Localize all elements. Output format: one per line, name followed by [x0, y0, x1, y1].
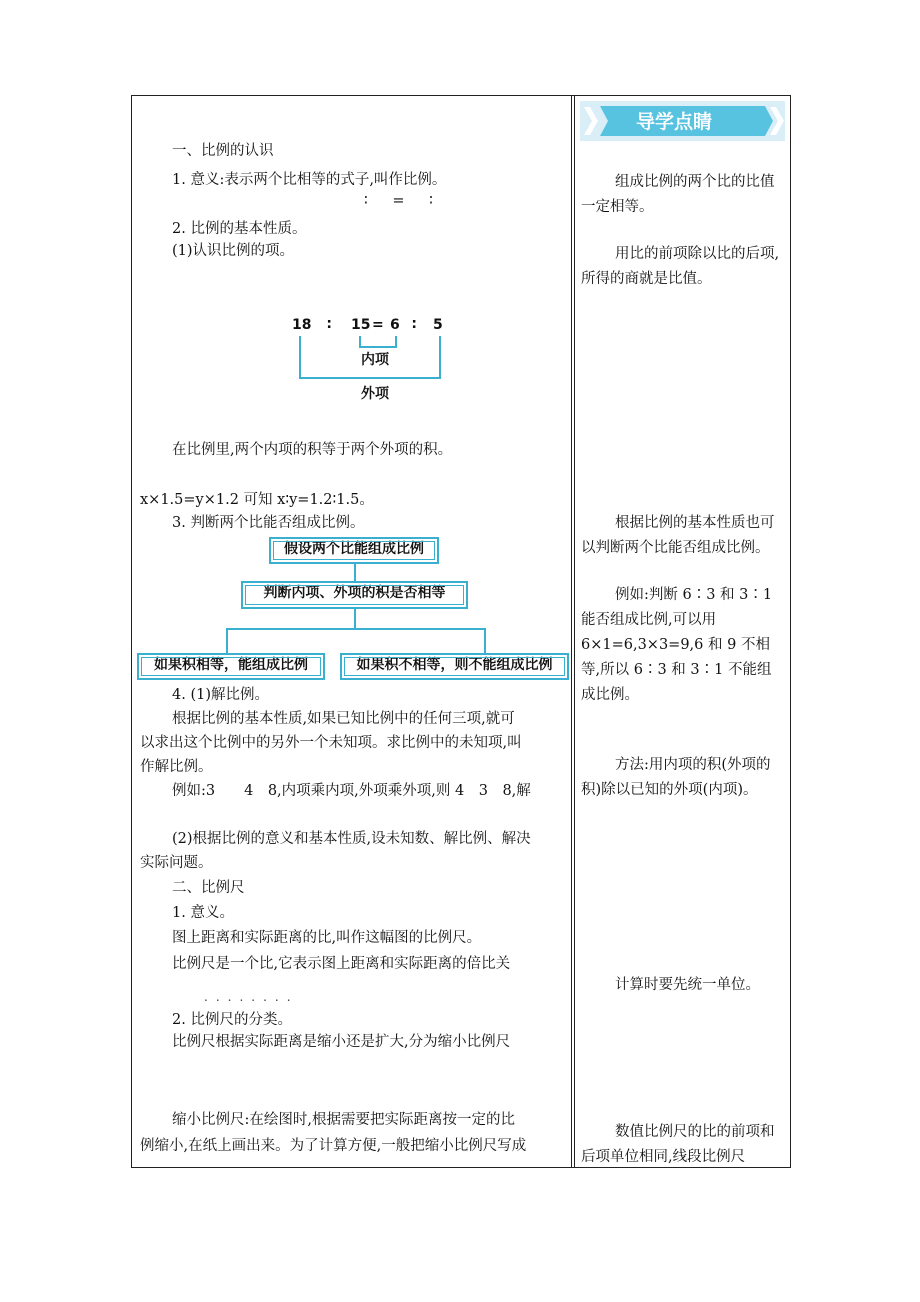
flow-box-left: 如果积相等，能组成比例 — [137, 653, 325, 680]
paragraph-solve-desc-3: 作解比例。 — [140, 759, 213, 775]
note-method: 方法:用内项的积(外项的积)除以已知的外项(内项)。 — [581, 757, 771, 798]
inner-label: 内项 — [361, 352, 389, 368]
term-b: 15 — [351, 317, 371, 333]
flow-connector-h — [226, 628, 486, 630]
paragraph-scale-def: 图上距离和实际距离的比,叫作这幅图的比例尺。 — [172, 930, 482, 946]
paragraph-scale-meaning: 1. 意义。 — [172, 905, 234, 921]
flow-connector-2 — [354, 609, 356, 629]
flow-box-right: 如果积不相等，则不能组成比例 — [340, 653, 569, 680]
outer-bracket-bottom — [299, 377, 441, 379]
banner-title: 导学点睛 — [636, 111, 713, 133]
flow-connector-left — [226, 628, 228, 654]
paragraph-apply-2: 实际问题。 — [140, 855, 213, 871]
term-eq: = — [372, 317, 384, 333]
inner-bracket-right — [395, 336, 397, 348]
paragraph-judge: 3. 判断两个比能否组成比例。 — [172, 515, 365, 531]
section-heading-1: 一、比例的认识 — [172, 143, 274, 159]
note-judge-example: 例如:判断 6∶3 和 3∶1 能否组成比例,可以用 6×1=6,3×3=9,6 和 9 不相等,所以 6∶3 和 3∶1 不能组成比例。 — [581, 587, 773, 703]
paragraph-definition: 1. 意义:表示两个比相等的式子,叫作比例。 — [172, 172, 447, 188]
paragraph-reduce-scale-1: 缩小比例尺:在绘图时,根据需要把实际距离按一定的比 — [172, 1112, 515, 1128]
flow-connector-right — [484, 628, 486, 654]
note-scale-units: 数值比例尺的比的前项和后项单位相同,线段比例尺 — [581, 1124, 775, 1165]
paragraph-solve-desc-1: 根据比例的基本性质,如果已知比例中的任何三项,就可 — [172, 711, 515, 727]
outer-bracket-left — [299, 336, 301, 379]
paragraph-scale-ratio: 比例尺是一个比,它表示图上距离和实际距离的倍比关 — [172, 956, 511, 972]
paragraph-solve-desc-2: 以求出这个比例中的另外一个未知项。求比例中的未知项,叫 — [140, 735, 522, 751]
proportion-symbols: ∶ = ∶ — [364, 193, 443, 209]
flow-box-mid: 判断内项、外项的积是否相等 — [241, 581, 468, 609]
paragraph-reduce-scale-2: 例缩小,在纸上画出来。为了计算方便,一般把缩小比例尺写成 — [140, 1138, 527, 1154]
paragraph-scale-types-desc: 比例尺根据实际距离是缩小还是扩大,分为缩小比例尺 — [172, 1034, 511, 1050]
paragraph-apply-1: (2)根据比例的意义和基本性质,设未知数、解比例、解决 — [172, 831, 531, 847]
column-divider — [571, 95, 575, 1168]
note-units: 计算时要先统一单位。 — [615, 977, 760, 993]
paragraph-solve: 4. (1)解比例。 — [172, 687, 269, 703]
flow-connector-1 — [354, 564, 356, 582]
paragraph-product-rule: 在比例里,两个内项的积等于两个外项的积。 — [172, 442, 453, 458]
paragraph-example-xy: x×1.5=y×1.2 可知 x∶y=1.2∶1.5。 — [140, 492, 374, 508]
paragraph-property: 2. 比例的基本性质。 — [172, 221, 307, 237]
term-d: 5 — [433, 317, 443, 333]
note-ratio-value: 用比的前项除以比的后项,所得的商就是比值。 — [581, 246, 780, 287]
paragraph-scale-types: 2. 比例尺的分类。 — [172, 1012, 292, 1028]
note-judge-property: 根据比例的基本性质也可以判断两个比能否组成比例。 — [581, 515, 775, 556]
term-a: 18 — [292, 317, 312, 333]
paragraph-terms: (1)认识比例的项。 — [172, 243, 295, 259]
inner-bracket-bottom — [359, 346, 397, 348]
term-colon-1: ∶ — [327, 317, 332, 333]
note-ratio-equal: 组成比例的两个比的比值一定相等。 — [581, 174, 775, 215]
section-heading-2: 二、比例尺 — [172, 880, 245, 896]
term-c: 6 — [390, 317, 400, 333]
outer-label: 外项 — [361, 386, 389, 402]
emphasis-dots: ........ — [204, 990, 299, 1004]
flow-box-top: 假设两个比能组成比例 — [269, 537, 439, 564]
outer-bracket-right — [439, 336, 441, 379]
paragraph-solve-example: 例如:3 4 8,内项乘内项,外项乘外项,则 4 3 8,解 — [172, 783, 531, 799]
term-colon-2: ∶ — [412, 317, 417, 333]
